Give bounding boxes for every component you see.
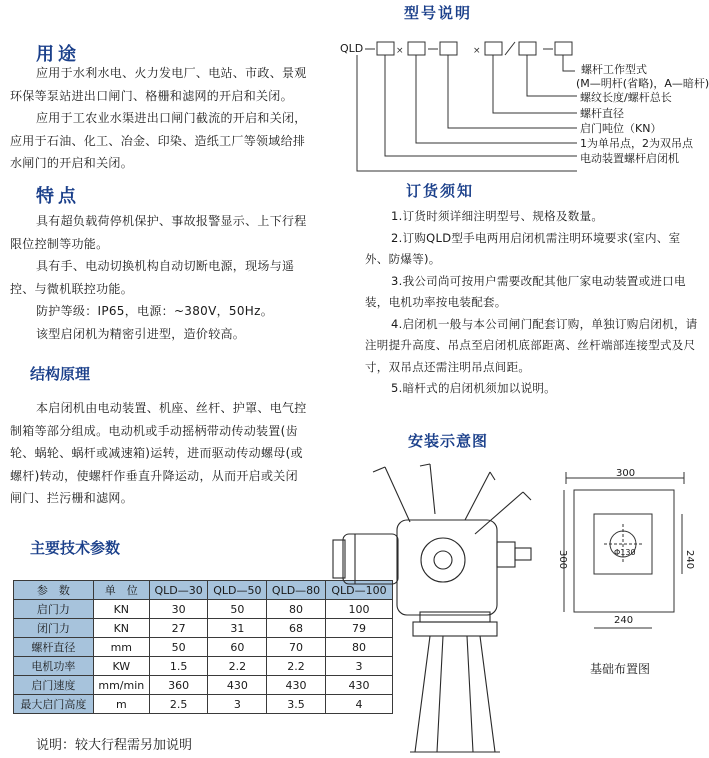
order-item: 2.订购QLD型手电两用启闭机需注明环境要求(室内、室外、防爆等)。 (365, 230, 681, 266)
table-cell: 430 (208, 676, 267, 695)
table-cell: 70 (267, 638, 326, 657)
table-cell: KN (93, 619, 149, 638)
table-cell: 360 (149, 676, 208, 695)
table-cell: 50 (149, 638, 208, 657)
model-label-rod-diameter: 螺杆直径 (580, 107, 624, 120)
usage-paragraph-2: 应用于工农业水渠进出口闸门截流的开启和关闭，应用于石油、化工、冶金、印染、造纸工厂等领域给排水闸门的开启和关闭。 (10, 111, 307, 170)
model-label-lift-points: 1为单吊点，2为双吊点 (580, 137, 693, 150)
order-item: 1.订货时须详细注明型号、规格及数量。 (391, 209, 604, 223)
dim-left: 300 (557, 550, 568, 570)
model-label-rod-type: 螺杆工作型式 (581, 63, 647, 76)
spec-note: 说明：较大行程需另加说明 (36, 738, 193, 753)
model-prefix: QLD (340, 42, 364, 55)
model-code-diagram (335, 36, 605, 186)
table-cell: 68 (267, 619, 326, 638)
order-item: 3.我公司尚可按用户需要改配其他厂家电动装置或进口电装，电机功率按电装配套。 (365, 273, 686, 309)
table-cell: 79 (325, 619, 392, 638)
usage-text (10, 62, 310, 175)
foundation-caption: 基础布置图 (590, 662, 651, 676)
table-cell: 2.2 (208, 657, 267, 676)
table-cell: 60 (208, 638, 267, 657)
table-cell: mm/min (93, 676, 149, 695)
features-paragraph-3: 防护等级：IP65，电源：~380V，50Hz。 (36, 304, 274, 318)
order-title: 订货须知 (406, 182, 475, 200)
spec-header-cell: QLD—80 (267, 581, 326, 600)
principle-text (10, 397, 310, 510)
dim-top: 300 (616, 468, 636, 479)
table-cell: KN (93, 600, 149, 619)
table-cell: 3 (208, 695, 267, 714)
table-cell: 80 (267, 600, 326, 619)
model-label-thread-length: 螺纹长度/螺杆总长 (580, 91, 672, 104)
spec-header-cell: 单 位 (93, 581, 149, 600)
table-cell: 100 (325, 600, 392, 619)
dim-right: 240 (684, 550, 695, 570)
features-paragraph-1: 具有超负载荷停机保护、事故报警显示、上下行程限位控制等功能。 (10, 214, 307, 251)
row-label: 最大启门高度 (14, 695, 94, 714)
specs-title: 主要技术参数 (30, 539, 121, 557)
dim-circle: Φ130 (614, 548, 636, 557)
table-cell: 3.5 (267, 695, 326, 714)
spec-header-cell: QLD—30 (149, 581, 208, 600)
features-text (10, 210, 310, 345)
principle-title: 结构原理 (30, 365, 91, 383)
principle-paragraph: 本启闭机由电动装置、机座、丝杆、护罩、电气控制箱等部分组成。电动机或手动摇柄带动传动装置(齿轮、蜗轮、蜗杆或减速箱)运转，进而驱动传动螺母(或螺杆)转动，使螺杆作垂直升降运动，从而开启或关闭闸门、拦污栅和滤网。 (10, 401, 307, 505)
table-cell: 430 (325, 676, 392, 695)
table-cell: 80 (325, 638, 392, 657)
table-cell: 3 (325, 657, 392, 676)
spec-header-cell: QLD—100 (325, 581, 392, 600)
features-title: 特点 (36, 186, 80, 207)
model-label-rod-type-detail: (M—明杆(省略)，A—暗杆) (576, 77, 709, 90)
model-title: 型号说明 (404, 4, 473, 22)
install-title: 安装示意图 (408, 432, 489, 450)
table-cell: 430 (267, 676, 326, 695)
actuator-drawing (325, 462, 540, 758)
model-label-tonnage: 启门吨位（KN） (580, 122, 662, 135)
row-label: 启门力 (14, 600, 94, 619)
spec-header-cell: QLD—50 (208, 581, 267, 600)
order-item: 5.暗杆式的启闭机须加以说明。 (391, 381, 556, 395)
row-label: 闭门力 (14, 619, 94, 638)
row-label: 螺杆直径 (14, 638, 94, 657)
table-cell: 2.5 (149, 695, 208, 714)
dim-bottom: 240 (614, 615, 634, 626)
order-item: 4.启闭机一般与本公司闸门配套订购，单独订购启闭机，请注明提升高度、吊点至启闭机底部距离、丝杆端部连接型式及尺寸，双吊点还需注明吊点间距。 (365, 316, 698, 374)
table-cell: 27 (149, 619, 208, 638)
table-cell: 4 (325, 695, 392, 714)
table-cell: 30 (149, 600, 208, 619)
spec-header-cell: 参 数 (14, 581, 94, 600)
row-label: 启门速度 (14, 676, 94, 695)
table-cell: mm (93, 638, 149, 657)
table-cell: 1.5 (149, 657, 208, 676)
model-label-product: 电动装置螺杆启闭机 (580, 152, 679, 165)
table-cell: 31 (208, 619, 267, 638)
times-sign-icon: × (396, 46, 404, 56)
table-cell: 50 (208, 600, 267, 619)
usage-title: 用途 (36, 44, 80, 65)
order-notes (365, 206, 700, 400)
usage-paragraph-1: 应用于水利水电、火力发电厂、电站、市政、景观环保等泵站进出口闸门、格栅和滤网的开启和关闭。 (10, 66, 307, 103)
table-cell: m (93, 695, 149, 714)
features-paragraph-2: 具有手、电动切换机构自动切断电源，现场与遥控、与微机联控功能。 (10, 259, 295, 296)
row-label: 电机功率 (14, 657, 94, 676)
table-cell: 2.2 (267, 657, 326, 676)
table-cell: KW (93, 657, 149, 676)
features-paragraph-4: 该型启闭机为精密引进型，造价较高。 (36, 326, 246, 341)
times-sign-icon: × (473, 46, 481, 56)
